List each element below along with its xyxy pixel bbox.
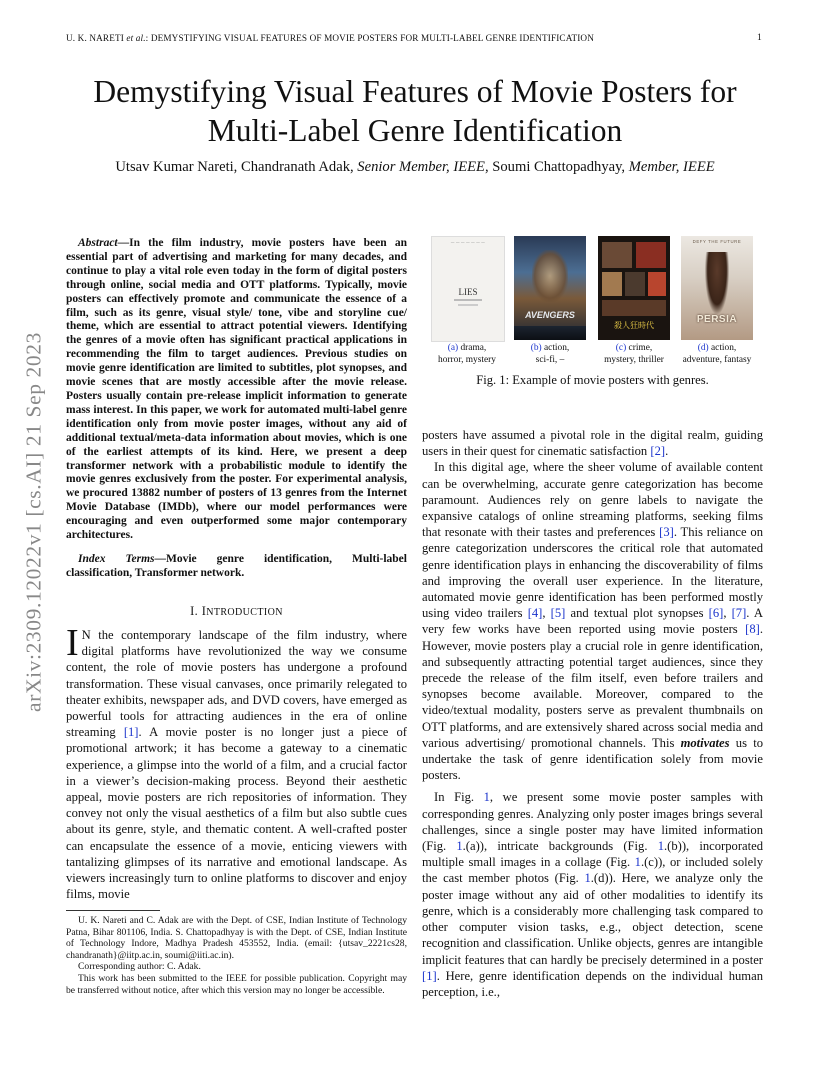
figure-caption-label: Fig. 1: xyxy=(476,373,510,387)
authors-part-1: Utsav Kumar Nareti, Chandranath Adak, xyxy=(115,159,358,175)
subcaption-a-text2: horror, mystery xyxy=(438,354,496,365)
footnote-affiliation: U. K. Nareti and C. Adak are with the Dept. of CSE, Indian Institute of Technology Patna, Bihar 801106, India. S. Chattopadhyay is with the Dept. of CSE, Indian Institute of Technology Indore, Madhya Pradesh 453552, India. (email: {utsav_2221cs28, chandranath}@iitp.ac.in, soumi@iiti.ac.in). xyxy=(66,915,407,961)
paragraph-fig1 xyxy=(422,789,763,1000)
p1-text-f: . A very few works have been reported using movie posters xyxy=(422,606,763,637)
citation-link[interactable]: [4] xyxy=(527,606,543,621)
poster-c-tile-5 xyxy=(648,272,666,296)
arxiv-stamp[interactable] xyxy=(8,292,60,752)
intro-rest: . A movie poster is no longer just a piece of promotional artwork; it has become a gateway to a cinematic experience, a glimpse into the world of a film, and a crucial factor in a viewer’s decision-making process. Beyond their aesthetic appeal, movie posters are rich repositories of information. They convey not only the visual aesthetics of a film but also subtle cues about its genre, style, and thematic content. A well-crafted poster can encapsulate the essence of a movie, enticing viewers with tantalizing glimpses of its narrative and emotional landscape. As viewers increasingly turn to online platforms to discover and enjoy films, movie xyxy=(66,725,408,902)
footnote-copyright: This work has been submitted to the IEEE for possible publication. Copyright may be transferred without notice, after which this version may no longer be accessible. xyxy=(66,972,407,996)
citation-link[interactable]: [5] xyxy=(550,606,566,621)
running-head-etal: et al. xyxy=(126,33,146,43)
p1-text-g: . However, movie posters play a crucial role in genre identification, and subsequently attracting potential target audiences, since they precede the release of the film itself, even before trailers and synopses become available. Moreover, compared to the video/textual modality, posters serve as prevalent thumbnails on OTT platforms, and are extensively shared across social media and various advertising/ promotional channels. This xyxy=(422,622,763,750)
paper-title xyxy=(40,72,790,150)
subcaption-c-text2: mystery, thriller xyxy=(604,354,664,365)
author-2-role: Senior Member, IEEE xyxy=(357,159,485,175)
index-terms-label: Index Terms xyxy=(78,552,155,565)
citation-link[interactable]: [6] xyxy=(708,606,724,621)
poster-c-tile-4 xyxy=(625,272,645,296)
poster-c-title: 殺人狂時代 xyxy=(614,321,654,330)
p1-text-a: In this digital age, where the sheer volume of available content can be overwhelming, accurate genre categorization has become paramount. Audiences rely on genre labels to navigate the expansive catalogs of online streaming platforms, seeking films that resonate with their tastes and preferences xyxy=(422,460,763,540)
intro-paragraph xyxy=(66,621,408,902)
poster-a-rule-2 xyxy=(458,304,478,306)
subcaption-c-text1: crime, xyxy=(626,343,653,353)
running-head xyxy=(66,33,594,43)
poster-c-tile-3 xyxy=(602,272,622,296)
subcaption-b-label[interactable]: (b) xyxy=(530,343,542,353)
citation-link[interactable]: [1] xyxy=(123,725,139,740)
p1-text-d: and textual plot synopses xyxy=(565,606,709,621)
author-list xyxy=(40,159,790,176)
poster-b-bottom xyxy=(514,326,586,340)
section-title-first: I xyxy=(201,603,207,618)
poster-b-image xyxy=(514,236,586,340)
subcaption-d-label[interactable]: (d) xyxy=(697,343,709,353)
section-numeral: I. xyxy=(190,603,202,618)
citation-link[interactable]: [7] xyxy=(731,606,747,621)
poster-d-title: PERSIA xyxy=(696,314,738,325)
poster-c-tile-2 xyxy=(636,242,666,268)
running-head-prefix: U. K. NARETI xyxy=(66,33,127,43)
running-head-rest: : DEMYSTIFYING VISUAL FEATURES OF MOVIE POSTERS FOR MULTI-LABEL GENRE IDENTIFICATION xyxy=(145,33,595,43)
abstract-label: Abstract xyxy=(78,237,118,249)
poster-b-title: AVENGERS xyxy=(525,310,575,320)
paragraph-digital-age xyxy=(422,459,763,783)
p1-text-c: , xyxy=(542,606,551,621)
subcaption-b xyxy=(504,343,596,366)
author-3-role: Member, IEEE xyxy=(628,159,715,175)
subcaption-d xyxy=(671,343,763,366)
title-line-2: Multi-Label Genre Identification xyxy=(207,113,623,148)
figure-caption xyxy=(422,373,763,388)
subcaption-a-text1: drama, xyxy=(458,343,487,353)
poster-a-title: LIES xyxy=(458,287,478,297)
footnote-rule xyxy=(66,910,160,911)
left-column xyxy=(66,237,407,902)
subcaption-d-text2: adventure, fantasy xyxy=(682,354,752,365)
poster-d-figure xyxy=(705,252,729,314)
footnotes xyxy=(66,915,407,996)
index-terms-text: —Movie genre identification, Multi-label classification, Transformer network. xyxy=(66,552,407,579)
subcaption-b-text1: action, xyxy=(541,343,570,353)
subcaption-d-text1: action, xyxy=(708,343,737,353)
p2-text-a: In Fig. xyxy=(434,790,484,805)
right-column xyxy=(422,427,763,1000)
figure-caption-text: Example of movie posters with genres. xyxy=(509,373,709,387)
citation-link[interactable]: [1] xyxy=(422,968,437,983)
section-title-rest: NTRODUCTION xyxy=(206,606,283,618)
p1-text-b: . This reliance on genre categorization underscores the critical role that automated genre identification plays in enhancing the discoverability of films and improving the overall user experience. In the literature, automated movie genre identification has been performed mostly using video trailers xyxy=(422,525,763,621)
arxiv-stamp-text: arXiv:2309.12022v1 [cs.AI] 21 Sep 2023 xyxy=(21,332,46,712)
figure-link[interactable]: 1 xyxy=(456,839,463,854)
p2-text-b: , we present some movie poster samples with corresponding genres. Analyzing only poster images brings several challenges, since a single poster may have limited information (Fig. xyxy=(422,790,763,854)
p2-text-d: .(b)), incorporated multiple small images in a collage (Fig. xyxy=(422,839,764,870)
index-terms xyxy=(66,553,407,581)
page-number: 1 xyxy=(757,33,762,43)
figure-link[interactable]: 1 xyxy=(584,871,591,886)
authors-part-2: , Soumi Chattopadhyay, xyxy=(484,159,629,175)
p2-text-e: .(c)), or included solely the cast member photos (Fig. xyxy=(422,855,763,886)
figure-link[interactable]: 1 xyxy=(657,839,664,854)
figure-link[interactable]: 1 xyxy=(483,790,490,805)
paragraph-continued xyxy=(422,427,763,459)
emphasis-motivates: motivates xyxy=(680,735,730,750)
figure-link[interactable]: 1 xyxy=(634,855,641,870)
p1-text-h: us to undertake the task of genre identification solely from movie posters. xyxy=(422,735,763,783)
p1-text-e: , xyxy=(723,606,732,621)
poster-b-figures xyxy=(532,250,568,302)
drop-cap: I xyxy=(66,621,79,664)
poster-d-image xyxy=(681,236,753,340)
abstract-text: —In the film industry, movie posters have been an essential part of advertising and marketing for many decades, and continue to play a vital role even today in the form of digital posters through online, social media and OTT platforms. Typically, movie posters can effectively promote and communicate the essence of a film, such as its genre, visual style/ tone, vibe and storyline cue/ theme, which are essential to attract potential viewers. Identifying the genres of a movie often has significant practical applications in recommending the film to target audiences. Previous studies on movie genre identification are limited to subtitles, plot synopses, and movie scenes that are mostly accessible after the movie release. Posters usually contain pre-release implicit information to generate mass interest. In this paper, we work for automated multi-label genre identification only from movie poster images, without any aid of additional textual/meta-data information about movies, which is one of the earliest attempts of its kind. Here, we present a deep transformer network with a probabilistic module to identify the movie genres exclusively from the poster. For experimental analysis, we procured 13882 number of posters of 13 genres from the Internet Movie Database (IMDb), where our model performances were encouraging and even outperformed some major contemporary architectures. xyxy=(66,237,407,542)
poster-a-image xyxy=(431,236,505,342)
footnote-corresponding: Corresponding author: C. Adak. xyxy=(78,961,201,973)
poster-a-rule xyxy=(454,299,482,301)
subcaption-a xyxy=(421,343,513,366)
subcaption-b-text2: sci-fi, – xyxy=(535,354,565,365)
p2-text-f: .(d)). Here, we analyze only the poster image without any aid of other modalities to identify its genre, which is a considerably more challenging task compared to other computer vision tasks, e.g., object detection, scene recognition and classification. Unlike objects, genres are intangible implicit features that can hardly be precisely determined in a poster xyxy=(422,871,763,967)
poster-c-image xyxy=(598,236,670,340)
p2-text-g: . Here, genre identification depends on the individual human perception, i.e., xyxy=(422,968,763,999)
subcaption-c xyxy=(588,343,680,366)
p0-text-a: posters have assumed a pivotal role in the digital realm, guiding users in their quest for cinematic satisfaction xyxy=(422,428,763,459)
p0-text-b: . xyxy=(665,444,669,459)
poster-c-tile-1 xyxy=(602,242,632,268)
p2-text-c: .(a)), intricate backgrounds (Fig. xyxy=(462,839,658,854)
abstract xyxy=(66,237,407,543)
poster-c-tile-6 xyxy=(602,300,666,316)
citation-link[interactable]: [2] xyxy=(650,444,666,459)
title-line-1: Demystifying Visual Features of Movie Posters for xyxy=(93,74,737,109)
intro-lead: N the contemporary landscape of the film industry, where digital platforms have revolutionized the way we consume content, the role of movie posters has undergone a profound transformation. These visual canvases, once primarily relegated to theater exhibits, newspaper ads, and DVD covers, have emerged as powerful tools for attracting audiences in the era of online streaming xyxy=(66,627,407,740)
poster-a-credits: — — — — — — — xyxy=(450,240,486,244)
poster-d-tagline: DEFY THE FUTURE xyxy=(692,239,742,244)
section-heading-introduction xyxy=(66,603,407,621)
subcaption-c-label[interactable]: (c) xyxy=(615,343,627,353)
citation-link[interactable]: [8] xyxy=(745,622,760,637)
citation-link[interactable]: [3] xyxy=(659,525,674,540)
subcaption-a-label[interactable]: (a) xyxy=(447,343,459,353)
